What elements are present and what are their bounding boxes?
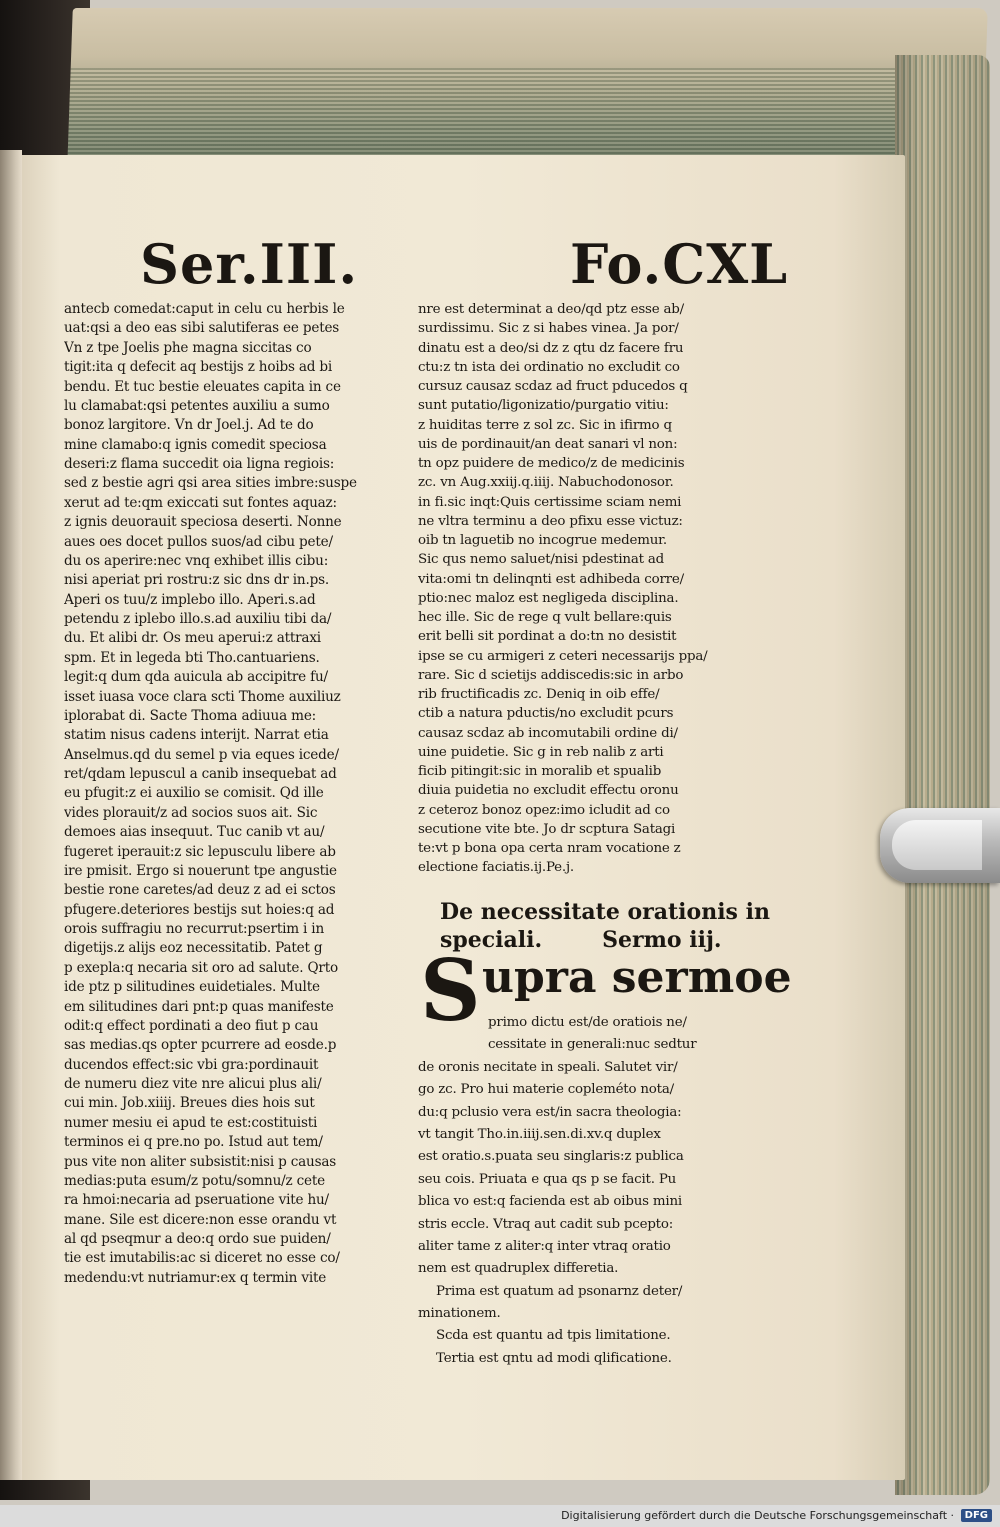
text-line: dinatu est a deo/si dz z qtu dz facere fru [418,340,684,356]
text-column-right [418,300,758,878]
text-line: antecb comedat:caput in celu cu herbis le [64,301,345,317]
text-line: est oratio.s.puata seu singlaris:z publica [418,1149,684,1165]
text-line: petendu z iplebo illo.s.ad auxiliu tibi da/ [64,611,332,627]
dfg-logo: DFG [961,1509,992,1522]
text-line: Vn z tpe Joelis phe magna siccitas co [64,339,312,356]
text-line: diuia puidetia no excludit effectu oronu [418,783,679,799]
text-line: z huiditas terre z sol zc. Sic in ifirmo q [418,417,672,433]
text-line: ipse se cu armigeri z ceteri necessarijs ppa/ [418,648,708,664]
text-line: xerut ad te:qm exiccati sut fontes aquaz: [64,494,337,511]
text-line: vt tangit Tho.in.iiij.sen.di.xv.q duplex [418,1126,661,1142]
section-title-speciali: speciali. [440,927,543,953]
text-line: ctib a natura pductis/no excludit pcurs [418,706,674,722]
text-line: aliter tame z aliter:q inter vtraq oratio [418,1238,671,1254]
text-line: secutione vite bte. Jo dr scptura Satagi [418,821,676,837]
text-line: mine clamabo:q ignis comedit speciosa [64,436,327,453]
text-line: cursuz causaz scdaz ad fruct pducedos q [418,379,688,394]
text-line: sed z bestie agri qsi area sities imbre:suspe [64,475,357,492]
text-line: sas medias.qs opter pcurrere ad eosde.p [64,1037,337,1054]
text-line: lu clamabat:qsi petentes auxiliu a sumo [64,397,330,414]
text-line: al qd pseqmur a deo:q ordo sue puiden/ [64,1231,331,1247]
text-line: ducendos effect:sic vbi gra:pordinauit [64,1056,319,1073]
page-clip [880,808,1000,883]
text-line: ctu:z tn ista dei ordinatio no excludit co [418,359,680,375]
text-line: nisi aperiat pri rostru:z sic dns dr in.ps. [64,572,329,589]
text-line: erit belli sit pordinat a do:tn no desistit [418,629,677,645]
text-line: uis de pordinauit/an deat sanari vl non: [418,436,678,452]
page-block-top [67,8,988,168]
text-line: cui min. Job.xiiij. Breues dies hois sut [64,1095,315,1112]
text-line: terminos ei q pre.no po. Istud aut tem/ [64,1134,323,1151]
text-line: uine puidetie. Sic g in reb nalib z arti [418,744,664,760]
text-line: du. Et alibi dr. Os meu aperui:z attraxi [64,630,321,647]
text-line: statim nisus cadens interijt. Narrat etia [64,727,329,744]
text-line: p exepla:q necaria sit oro ad salute. Qrto [64,959,338,976]
text-line: eu pfugit:z ei auxilio se comisit. Qd ille [64,785,324,802]
text-line: z ignis deuorauit speciosa deserti. Nonne [64,514,342,531]
text-line: rare. Sic d scietijs addiscedis:sic in arbo [418,667,684,683]
text-line: ide ptz p silitudines euidetiales. Multe [64,979,320,996]
text-line: blica vo est:q facienda est ab oibus mini [418,1194,682,1210]
text-line: zc. vn Aug.xxiij.q.iiij. Nabuchodonosor. [418,475,674,491]
text-line: Tertia est qntu ad modi qlificatione. [436,1350,672,1366]
text-line: legit:q dum qda auicula ab accipitre fu/ [64,669,328,686]
text-line: Anselmus.qd du semel p via eques icede/ [64,746,339,763]
text-line: pfugere.deteriores bestijs sut hoies:q ad [64,901,335,918]
text-line: nre est determinat a deo/qd ptz esse ab/ [418,302,684,317]
text-line: seu cois. Priuata e qua qs p se facit. Pu [418,1171,677,1187]
text-line: bonoz largitore. Vn dr Joel.j. Ad te do [64,417,314,434]
text-line: ficib pitingit:sic in moralib et spualib [418,764,662,779]
text-line: stris eccle. Vtraq aut cadit sub pcepto: [418,1216,674,1232]
text-line: em silitudines dari pnt:p quas manifeste [64,998,334,1015]
text-line: tie est imutabilis:ac si diceret no esse co/ [64,1250,340,1267]
text-line: numer mesiu ei apud te est:costituisti [64,1114,318,1131]
text-line: uat:qsi a deo eas sibi salutiferas ee petes [64,320,340,337]
text-line: electione faciatis.ij.Pe.j. [418,860,574,876]
text-line: sunt putatio/ligonizatio/purgatio vitiu: [418,398,669,414]
text-line: odit:q effect pordinati a deo fiut p cau [64,1017,319,1034]
text-column-left [64,300,409,1288]
text-line: Sic qus nemo saluet/nisi pdestinat ad [418,552,665,568]
sermo-label: Sermo iij. [602,927,722,953]
text-line: digetijs.z alijs eoz necessitatib. Patet g [64,940,323,957]
text-line: mane. Sile est dicere:non esse orandu vt [64,1211,337,1228]
text-line: bendu. Et tuc bestie eleuates capita in ce [64,378,341,395]
text-line: tn opz puidere de medico/z de medicinis [418,456,685,471]
text-line: primo dictu est/de oratiois ne/ [488,1015,687,1030]
text-line: fugeret iperauit:z sic lepusculu libere ab [64,843,336,860]
text-line: nem est quadruplex differetia. [418,1261,619,1277]
text-line: de numeru diez vite nre alicui plus ali/ [64,1076,322,1092]
text-line: vides plorauit/z ad socios suos ait. Sic [64,804,318,821]
folio-number: Fo.CXL [570,232,789,296]
text-line: aues oes docet pullos suos/ad cibu pete/ [64,533,333,550]
text-line: de oronis necitate in speali. Salutet vir/ [418,1059,678,1075]
text-line: ne vltra terminu a deo pfixu esse victuz: [418,513,683,529]
text-line: ire pmisit. Ergo si nouerunt tpe angustie [64,862,337,879]
text-line: isset iuasa voce clara scti Thome auxiliuz [64,688,341,705]
text-line: in fi.sic inqt:Quis certissime sciam nemi [418,494,682,510]
text-line: rib fructificadis zc. Deniq in oib effe/ [418,687,660,702]
text-line: deseri:z flama succedit oia ligna regiois: [64,456,335,472]
text-line: cessitate in generali:nuc sedtur [488,1037,697,1053]
text-line: ptio:nec maloz est negligeda disciplina. [418,590,679,606]
text-column-right-lower [418,1012,758,1370]
text-line: ret/qdam lepuscul a canib insequebat ad [64,766,337,782]
text-line: oib tn laguetib no incogrue medemur. [418,533,667,548]
footer-bar [0,1505,1000,1527]
text-line: iplorabat di. Sacte Thoma adiuua me: [64,707,317,724]
text-line: orois suffragiu no recurrut:psertim i in [64,921,325,937]
text-line: causaz scdaz ab incomutabili ordine di/ [418,725,678,741]
text-line: hec ille. Sic de rege q vult bellare:quis [418,610,672,625]
text-line: du os aperire:nec vnq exhibet illis cibu: [64,552,329,569]
text-line: z ceteroz bonoz opez:imo icludit ad co [418,802,670,818]
text-line: du:q pclusio vera est/in sacra theologia: [418,1104,682,1120]
text-line: spm. Et in legeda bti Tho.cantuariens. [64,649,320,666]
text-line: Prima est quatum ad psonarnz deter/ [436,1283,683,1299]
text-line: Scda est quantu ad tpis limitatione. [436,1328,671,1344]
section-heading [440,898,770,954]
text-line: medias:puta esum/z potu/somnu/z cete [64,1172,325,1189]
text-line: ra hmoi:necaria ad pseruatione vite hu/ [64,1192,329,1209]
text-line: surdissimu. Sic z si habes vinea. Ja por/ [418,321,679,337]
decorated-initial: S [420,941,481,1040]
text-line: te:vt p bona opa certa nram vocatione z [418,841,681,856]
text-line: vita:omi tn delinqnti est adhibeda corre/ [418,571,684,587]
section-title-line-2 [440,926,770,954]
running-head-left: Ser.III. [140,232,359,296]
page-fore-edge [895,55,990,1495]
text-line: Aperi os tuu/z implebo illo. Aperi.s.ad [64,591,316,608]
text-line: tigit:ita q defecit aq bestijs z hoibs ad bi [64,359,333,376]
text-line: demoes aias insequut. Tuc canib vt au/ [64,824,325,841]
text-line: pus vite non aliter subsistit:nisi p causas [64,1153,337,1170]
text-line: bestie rone caretes/ad deuz z ad ei sctos [64,882,336,899]
text-line: go zc. Pro hui materie copleméto nota/ [418,1082,674,1098]
text-line: minationem. [418,1306,501,1322]
section-title-line-1: De necessitate orationis in [440,899,770,925]
initial-heading-text: upra sermoe [482,952,792,1003]
text-line: medendu:vt nutriamur:ex q termin vite [64,1269,327,1286]
funding-credit: Digitalisierung gefördert durch die Deutsche Forschungsgemeinschaft · [561,1509,954,1522]
left-page-edge [0,150,22,1480]
